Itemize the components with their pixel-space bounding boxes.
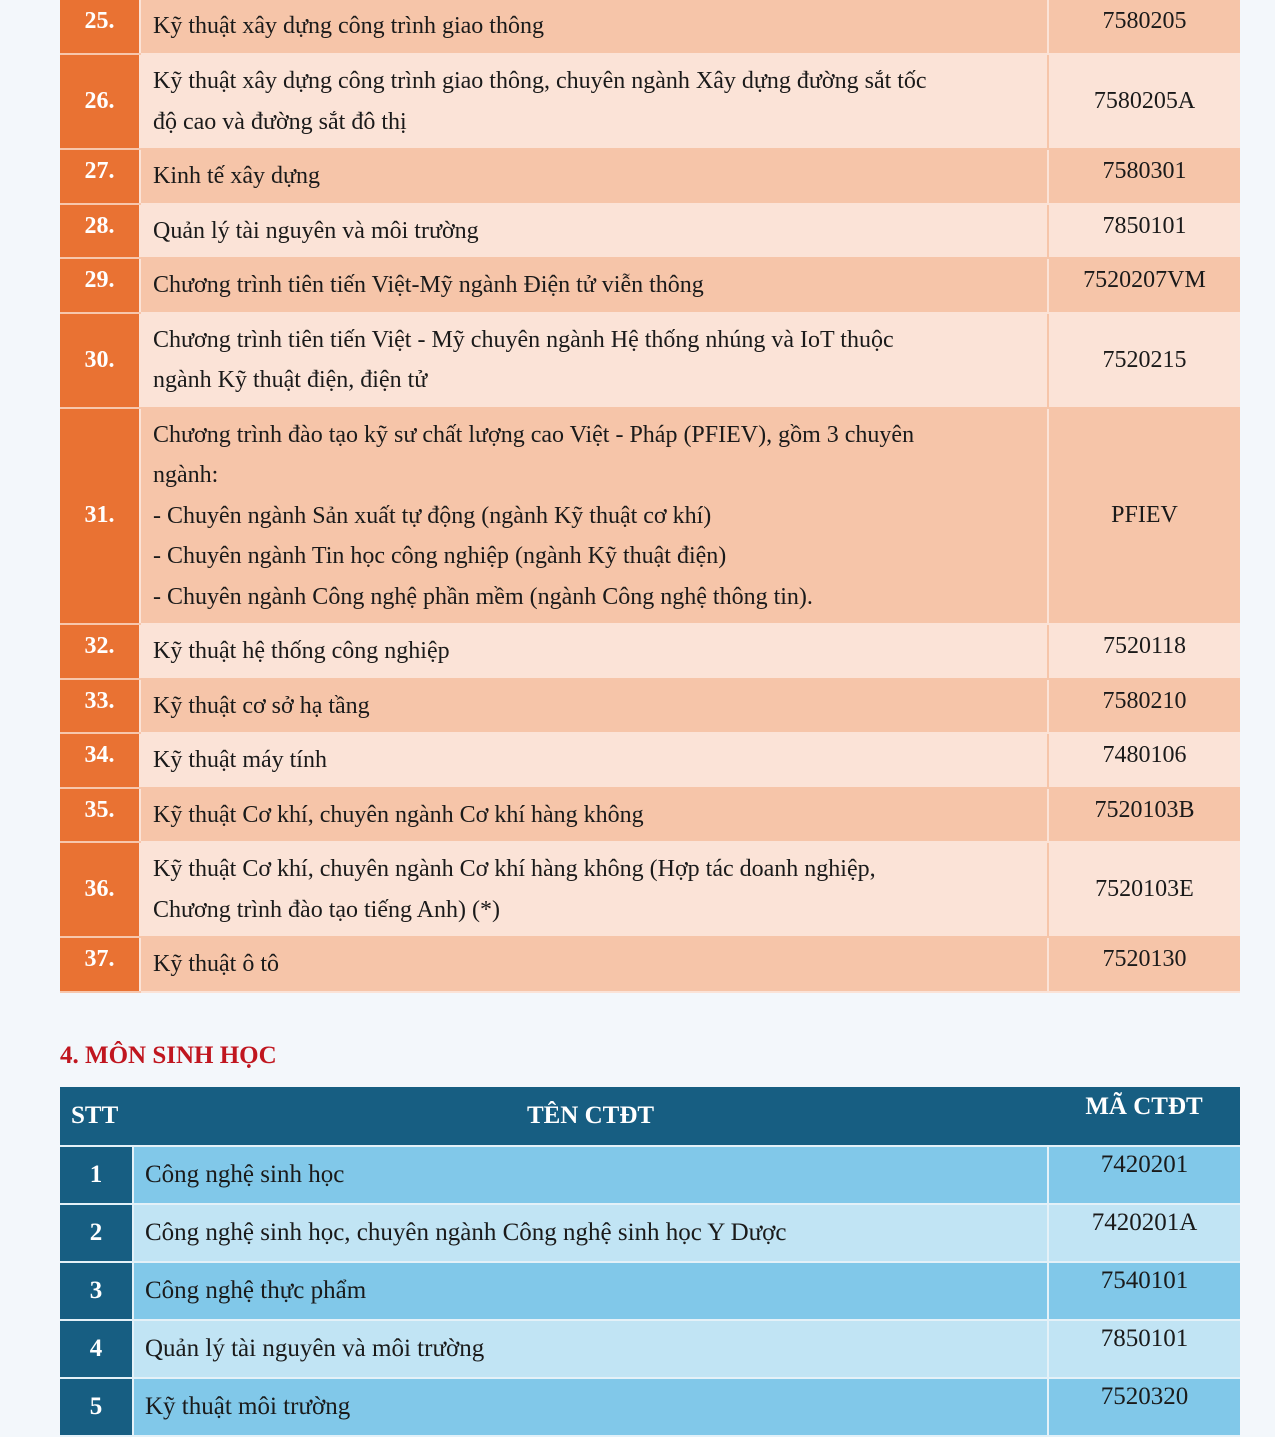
program-name-line: Kỹ thuật hệ thống công nghiệp: [153, 638, 450, 664]
program-name: [140, 258, 1048, 313]
table-row: [60, 624, 1240, 679]
row-number: 5: [60, 1378, 133, 1436]
program-name-line: Chương trình đào tạo kỹ sư chất lượng cao Việt - Pháp (PFIEV), gồm 3 chuyên: [153, 421, 915, 448]
program-code: 7850101: [1048, 1320, 1240, 1378]
program-name-line: ngành Kỹ thuật điện, điện tử: [153, 367, 428, 393]
program-code: 7580205: [1048, 0, 1240, 54]
row-number: 33.: [60, 679, 140, 734]
program-name: [140, 937, 1048, 992]
program-name-line: - Chuyên ngành Sản xuất tự động (ngành Kỹ thuật cơ khí): [153, 502, 712, 529]
program-name: [140, 54, 1048, 149]
program-code: 7540101: [1048, 1262, 1240, 1320]
row-number: 36.: [60, 842, 140, 937]
program-name-line: Chương trình đào tạo tiếng Anh) (*): [153, 896, 500, 923]
program-name: Công nghệ sinh học, chuyên ngành Công nghệ sinh học Y Dược: [133, 1204, 1048, 1262]
program-code: 7580205A: [1048, 54, 1240, 149]
table-row: [60, 204, 1240, 259]
program-name-line: Chương trình tiên tiến Việt-Mỹ ngành Điện tử viễn thông: [153, 272, 704, 298]
program-name: [140, 0, 1048, 54]
program-code: 7520103B: [1048, 788, 1240, 843]
header-program-name: TÊN CTĐT: [133, 1087, 1048, 1146]
program-name-line: Kinh tế xây dựng: [153, 163, 320, 189]
row-number: 3: [60, 1262, 133, 1320]
row-number: 32.: [60, 624, 140, 679]
program-code: 7850101: [1048, 204, 1240, 259]
program-code: 7580301: [1048, 149, 1240, 204]
row-number: 2: [60, 1204, 133, 1262]
table-row: [60, 1262, 1240, 1320]
program-name: Kỹ thuật môi trường: [133, 1378, 1048, 1436]
row-number: 30.: [60, 313, 140, 408]
program-code: PFIEV: [1048, 408, 1240, 625]
table-row: [60, 788, 1240, 843]
row-number: 25.: [60, 0, 140, 54]
program-name-line: - Chuyên ngành Tin học công nghiệp (ngành Kỹ thuật điện): [153, 543, 727, 569]
row-number: 4: [60, 1320, 133, 1378]
row-number: 34.: [60, 733, 140, 788]
table-row: [60, 937, 1240, 992]
program-name-line: Kỹ thuật xây dựng công trình giao thông: [153, 13, 544, 40]
program-name-line: độ cao và đường sắt đô thị: [153, 108, 407, 135]
table-row: [60, 1320, 1240, 1378]
table-row: [60, 408, 1240, 625]
row-number: 31.: [60, 408, 140, 625]
row-number: 1: [60, 1146, 133, 1204]
program-name-line: Kỹ thuật Cơ khí, chuyên ngành Cơ khí hàng không: [153, 801, 644, 828]
program-name-line: Kỹ thuật Cơ khí, chuyên ngành Cơ khí hàng không (Hợp tác doanh nghiệp,: [153, 856, 876, 882]
program-code: 7520215: [1048, 313, 1240, 408]
row-number: 27.: [60, 149, 140, 204]
table-row: [60, 54, 1240, 149]
program-code: 7520103E: [1048, 842, 1240, 937]
program-name: [140, 842, 1048, 937]
program-name: [140, 313, 1048, 408]
biology-program-table: [60, 1087, 1240, 1437]
table-header-row: [60, 1087, 1240, 1146]
program-name: [140, 149, 1048, 204]
program-code: 7480106: [1048, 733, 1240, 788]
row-number: 28.: [60, 204, 140, 259]
program-code: 7420201A: [1048, 1204, 1240, 1262]
table-row: [60, 149, 1240, 204]
program-name: [140, 788, 1048, 843]
program-name-line: Kỹ thuật xây dựng công trình giao thông, chuyên ngành Xây dựng đường sắt tốc: [153, 68, 927, 94]
table-row: [60, 0, 1240, 54]
row-number: 29.: [60, 258, 140, 313]
program-name: [140, 204, 1048, 259]
program-name: [140, 733, 1048, 788]
table-row: [60, 1204, 1240, 1262]
program-code: 7520207VM: [1048, 258, 1240, 313]
header-program-code: MÃ CTĐT: [1048, 1087, 1240, 1146]
program-name-line: ngành:: [153, 462, 219, 488]
table-row: [60, 258, 1240, 313]
program-code: 7520130: [1048, 937, 1240, 992]
program-name: [140, 624, 1048, 679]
header-stt: STT: [60, 1087, 133, 1146]
program-table-continued: [60, 0, 1240, 993]
program-name-line: Kỹ thuật máy tính: [153, 747, 327, 773]
program-code: 7520118: [1048, 624, 1240, 679]
program-code: 7420201: [1048, 1146, 1240, 1204]
table-row: [60, 1146, 1240, 1204]
program-code: 7580210: [1048, 679, 1240, 734]
section-heading: 4. MÔN SINH HỌC: [60, 1042, 277, 1069]
program-name: Công nghệ thực phẩm: [133, 1262, 1048, 1320]
row-number: 35.: [60, 788, 140, 843]
program-name: [140, 408, 1048, 625]
table-row: [60, 842, 1240, 937]
row-number: 37.: [60, 937, 140, 992]
table-row: [60, 313, 1240, 408]
program-name-line: Chương trình tiên tiến Việt - Mỹ chuyên ngành Hệ thống nhúng và IoT thuộc: [153, 326, 894, 353]
program-code: 7520320: [1048, 1378, 1240, 1436]
table-row: [60, 679, 1240, 734]
program-name: Quản lý tài nguyên và môi trường: [133, 1320, 1048, 1378]
program-name-line: Kỹ thuật cơ sở hạ tầng: [153, 692, 370, 719]
row-number: 26.: [60, 54, 140, 149]
program-name: Công nghệ sinh học: [133, 1146, 1048, 1204]
table-row: [60, 1378, 1240, 1436]
program-name-line: - Chuyên ngành Công nghệ phần mềm (ngành Công nghệ thông tin).: [153, 583, 813, 610]
program-name-line: Quản lý tài nguyên và môi trường: [153, 217, 479, 244]
program-name: [140, 679, 1048, 734]
program-name-line: Kỹ thuật ô tô: [153, 951, 279, 977]
table-row: [60, 733, 1240, 788]
